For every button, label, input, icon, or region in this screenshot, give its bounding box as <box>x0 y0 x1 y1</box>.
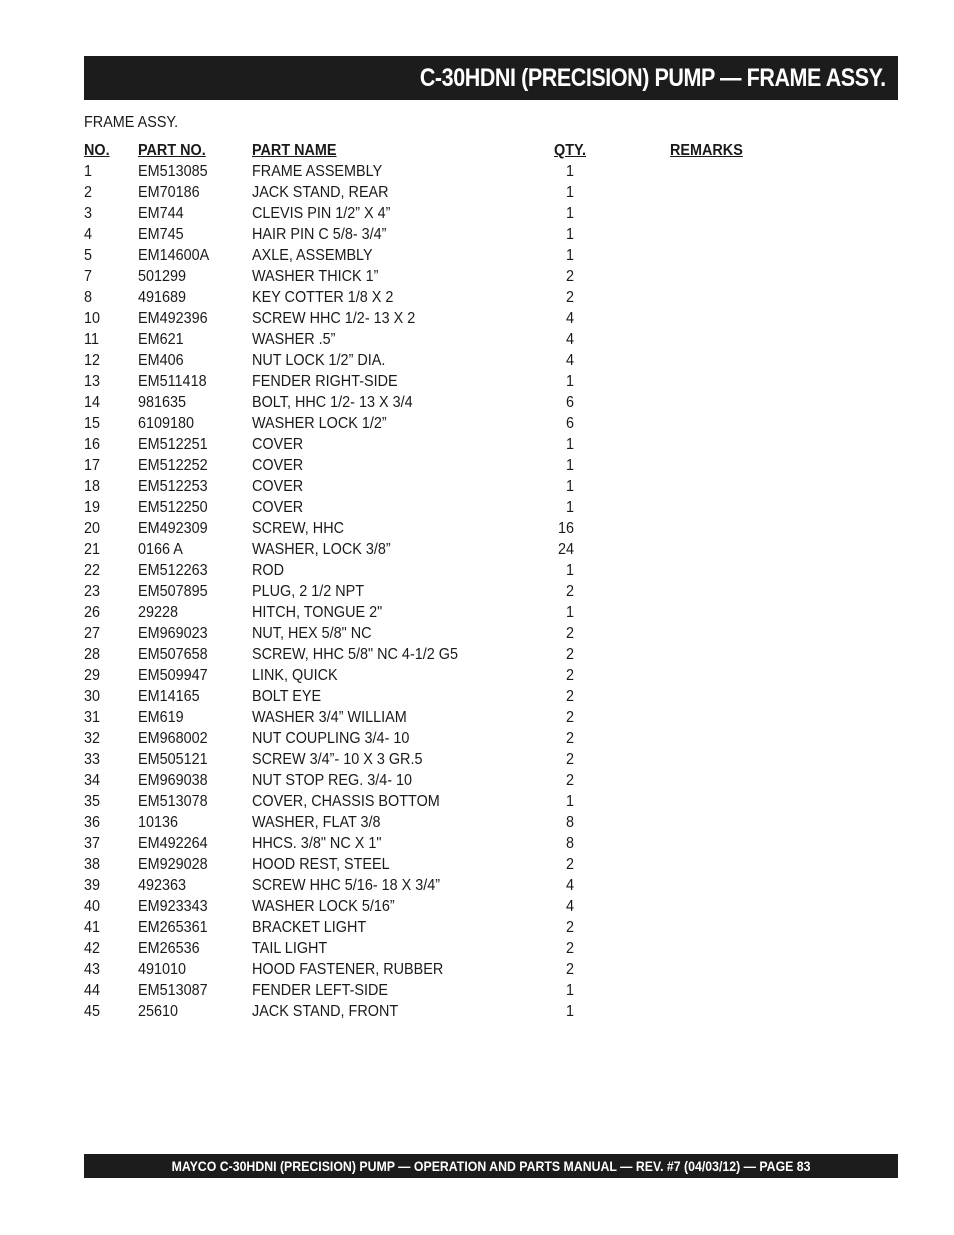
cell-qty: 1 <box>565 205 574 222</box>
cell-part-no: 501299 <box>138 268 187 285</box>
cell-part-no: EM512250 <box>138 499 208 516</box>
cell-no: 41 <box>84 919 101 936</box>
cell-qty: 1 <box>565 604 574 621</box>
column-header-no: NO. <box>84 142 110 159</box>
cell-part-name: WASHER 3/4” WILLIAM <box>252 709 407 726</box>
cell-part-name: SCREW, HHC 5/8" NC 4-1/2 G5 <box>252 646 458 663</box>
cell-qty: 2 <box>565 289 574 306</box>
table-row <box>84 959 784 980</box>
table-row <box>84 812 784 833</box>
column-header-qty: QTY. <box>554 142 587 159</box>
cell-part-name: PLUG, 2 1/2 NPT <box>252 583 365 600</box>
cell-part-no: EM512263 <box>138 562 208 579</box>
cell-part-no: EM929028 <box>138 856 208 873</box>
cell-qty: 2 <box>565 667 574 684</box>
cell-part-name: COVER, CHASSIS BOTTOM <box>252 793 440 810</box>
cell-part-no: EM70186 <box>138 184 200 201</box>
table-row <box>84 413 784 434</box>
cell-no: 13 <box>84 373 101 390</box>
cell-no: 40 <box>84 898 101 915</box>
parts-table <box>84 140 784 1022</box>
cell-part-no: EM505121 <box>138 751 208 768</box>
table-row <box>84 707 784 728</box>
cell-part-name: COVER <box>252 436 304 453</box>
footer-text: MAYCO C-30HDNI (PRECISION) PUMP — OPERATION AND PARTS MANUAL — REV. #7 (04/03/12) — PAGE 83 <box>171 1158 811 1174</box>
cell-no: 2 <box>84 184 93 201</box>
cell-qty: 2 <box>565 751 574 768</box>
cell-no: 14 <box>84 394 101 411</box>
cell-part-name: FENDER RIGHT-SIDE <box>252 373 398 390</box>
page-header <box>84 56 898 100</box>
cell-part-name: LINK, QUICK <box>252 667 338 684</box>
cell-part-name: TAIL LIGHT <box>252 940 328 957</box>
cell-qty: 1 <box>565 436 574 453</box>
cell-no: 10 <box>84 310 101 327</box>
cell-no: 28 <box>84 646 101 663</box>
cell-no: 44 <box>84 982 101 999</box>
table-row <box>84 350 784 371</box>
table-row <box>84 518 784 539</box>
cell-part-no: 491010 <box>138 961 187 978</box>
cell-part-no: EM492264 <box>138 835 208 852</box>
cell-qty: 2 <box>565 583 574 600</box>
table-row <box>84 245 784 266</box>
cell-qty: 4 <box>565 352 574 369</box>
cell-no: 15 <box>84 415 101 432</box>
cell-no: 31 <box>84 709 101 726</box>
cell-no: 22 <box>84 562 101 579</box>
cell-part-no: EM744 <box>138 205 184 222</box>
cell-no: 23 <box>84 583 101 600</box>
cell-no: 5 <box>84 247 93 264</box>
cell-qty: 2 <box>565 730 574 747</box>
cell-no: 35 <box>84 793 101 810</box>
cell-part-no: EM513078 <box>138 793 208 810</box>
cell-no: 7 <box>84 268 93 285</box>
cell-no: 37 <box>84 835 101 852</box>
cell-part-name: WASHER THICK 1” <box>252 268 379 285</box>
table-row <box>84 497 784 518</box>
cell-part-name: AXLE, ASSEMBLY <box>252 247 373 264</box>
table-row <box>84 938 784 959</box>
cell-part-name: WASHER, LOCK 3/8” <box>252 541 391 558</box>
cell-no: 38 <box>84 856 101 873</box>
cell-part-name: SCREW, HHC <box>252 520 345 537</box>
cell-no: 29 <box>84 667 101 684</box>
table-row <box>84 875 784 896</box>
cell-part-no: EM513087 <box>138 982 208 999</box>
cell-no: 19 <box>84 499 101 516</box>
cell-qty: 1 <box>565 184 574 201</box>
table-row <box>84 770 784 791</box>
cell-qty: 2 <box>565 688 574 705</box>
cell-part-name: BOLT, HHC 1/2- 13 X 3/4 <box>252 394 413 411</box>
table-row <box>84 980 784 1001</box>
cell-part-name: HAIR PIN C 5/8- 3/4” <box>252 226 387 243</box>
cell-qty: 1 <box>565 1003 574 1020</box>
cell-part-no: EM923343 <box>138 898 208 915</box>
table-row <box>84 791 784 812</box>
cell-no: 32 <box>84 730 101 747</box>
cell-part-no: 29228 <box>138 604 179 621</box>
cell-part-name: SCREW 3/4”- 10 X 3 GR.5 <box>252 751 423 768</box>
cell-part-name: NUT COUPLING 3/4- 10 <box>252 730 410 747</box>
cell-no: 42 <box>84 940 101 957</box>
table-row <box>84 623 784 644</box>
table-row <box>84 161 784 182</box>
cell-no: 34 <box>84 772 101 789</box>
cell-qty: 8 <box>565 814 574 831</box>
column-header-part-no: PART NO. <box>138 142 206 159</box>
cell-part-name: WASHER .5” <box>252 331 336 348</box>
cell-no: 26 <box>84 604 101 621</box>
cell-part-name: NUT LOCK 1/2” DIA. <box>252 352 386 369</box>
column-header-part-name: PART NAME <box>252 142 337 159</box>
cell-part-name: SCREW HHC 1/2- 13 X 2 <box>252 310 416 327</box>
table-row <box>84 182 784 203</box>
cell-part-name: KEY COTTER 1/8 X 2 <box>252 289 394 306</box>
cell-part-no: EM507658 <box>138 646 208 663</box>
cell-qty: 6 <box>565 394 574 411</box>
cell-no: 20 <box>84 520 101 537</box>
cell-qty: 1 <box>565 562 574 579</box>
cell-qty: 2 <box>565 919 574 936</box>
page-footer <box>84 1154 898 1178</box>
cell-part-name: HOOD REST, STEEL <box>252 856 390 873</box>
cell-part-no: EM969023 <box>138 625 208 642</box>
cell-part-no: 25610 <box>138 1003 179 1020</box>
cell-no: 39 <box>84 877 101 894</box>
column-header-remarks: REMARKS <box>670 142 743 159</box>
cell-no: 11 <box>84 331 99 348</box>
table-row <box>84 917 784 938</box>
cell-qty: 2 <box>565 268 574 285</box>
cell-part-name: COVER <box>252 478 304 495</box>
table-row <box>84 308 784 329</box>
cell-part-no: EM265361 <box>138 919 208 936</box>
table-row <box>84 581 784 602</box>
cell-part-name: NUT STOP REG. 3/4- 10 <box>252 772 413 789</box>
cell-no: 12 <box>84 352 101 369</box>
cell-no: 30 <box>84 688 101 705</box>
cell-part-name: FENDER LEFT-SIDE <box>252 982 389 999</box>
table-row <box>84 602 784 623</box>
cell-no: 21 <box>84 541 101 558</box>
cell-no: 1 <box>84 163 93 180</box>
cell-part-no: EM745 <box>138 226 184 243</box>
cell-part-no: EM14165 <box>138 688 200 705</box>
cell-qty: 2 <box>565 940 574 957</box>
cell-qty: 4 <box>565 310 574 327</box>
cell-part-name: JACK STAND, FRONT <box>252 1003 399 1020</box>
table-row <box>84 686 784 707</box>
table-row <box>84 329 784 350</box>
cell-qty: 1 <box>565 457 574 474</box>
table-row <box>84 854 784 875</box>
table-row <box>84 476 784 497</box>
cell-qty: 4 <box>565 898 574 915</box>
cell-no: 33 <box>84 751 101 768</box>
cell-no: 16 <box>84 436 101 453</box>
table-header-row <box>84 140 784 161</box>
cell-qty: 2 <box>565 856 574 873</box>
cell-part-no: EM969038 <box>138 772 208 789</box>
cell-part-no: EM492396 <box>138 310 208 327</box>
cell-part-name: BRACKET LIGHT <box>252 919 367 936</box>
cell-part-name: SCREW HHC 5/16- 18 X 3/4” <box>252 877 441 894</box>
cell-part-name: CLEVIS PIN 1/2” X 4” <box>252 205 391 222</box>
table-row <box>84 539 784 560</box>
cell-part-name: COVER <box>252 499 304 516</box>
cell-part-name: WASHER LOCK 5/16” <box>252 898 395 915</box>
cell-part-no: 981635 <box>138 394 187 411</box>
cell-qty: 1 <box>565 373 574 390</box>
cell-part-no: EM619 <box>138 709 184 726</box>
cell-part-no: 10136 <box>138 814 179 831</box>
cell-part-no: EM968002 <box>138 730 208 747</box>
table-row <box>84 560 784 581</box>
cell-qty: 24 <box>557 541 574 558</box>
table-row <box>84 644 784 665</box>
cell-part-no: EM509947 <box>138 667 208 684</box>
cell-part-no: 0166 A <box>138 541 183 558</box>
table-row <box>84 203 784 224</box>
table-row <box>84 224 784 245</box>
cell-part-name: HHCS. 3/8" NC X 1" <box>252 835 382 852</box>
cell-part-name: BOLT EYE <box>252 688 322 705</box>
cell-part-no: EM406 <box>138 352 184 369</box>
cell-no: 4 <box>84 226 93 243</box>
cell-part-no: 492363 <box>138 877 187 894</box>
cell-part-no: EM507895 <box>138 583 208 600</box>
cell-no: 45 <box>84 1003 101 1020</box>
cell-part-no: 491689 <box>138 289 187 306</box>
table-row <box>84 1001 784 1022</box>
cell-part-name: WASHER, FLAT 3/8 <box>252 814 381 831</box>
cell-no: 8 <box>84 289 93 306</box>
cell-qty: 2 <box>565 772 574 789</box>
cell-part-name: FRAME ASSEMBLY <box>252 163 383 180</box>
cell-part-no: EM14600A <box>138 247 210 264</box>
cell-part-name: HOOD FASTENER, RUBBER <box>252 961 444 978</box>
cell-no: 43 <box>84 961 101 978</box>
cell-qty: 16 <box>557 520 574 537</box>
cell-no: 3 <box>84 205 93 222</box>
table-row <box>84 728 784 749</box>
cell-part-name: NUT, HEX 5/8" NC <box>252 625 372 642</box>
cell-part-no: EM621 <box>138 331 184 348</box>
table-row <box>84 371 784 392</box>
cell-part-no: EM512251 <box>138 436 208 453</box>
cell-qty: 1 <box>565 163 574 180</box>
cell-qty: 2 <box>565 961 574 978</box>
cell-no: 17 <box>84 457 101 474</box>
table-row <box>84 896 784 917</box>
table-row <box>84 833 784 854</box>
cell-part-no: EM512252 <box>138 457 208 474</box>
cell-part-no: 6109180 <box>138 415 195 432</box>
cell-qty: 8 <box>565 835 574 852</box>
section-label: FRAME ASSY. <box>84 114 179 131</box>
cell-part-name: WASHER LOCK 1/2” <box>252 415 387 432</box>
table-row <box>84 455 784 476</box>
cell-qty: 6 <box>565 415 574 432</box>
table-row <box>84 665 784 686</box>
cell-part-no: EM512253 <box>138 478 208 495</box>
table-row <box>84 287 784 308</box>
cell-part-name: COVER <box>252 457 304 474</box>
cell-qty: 2 <box>565 709 574 726</box>
cell-qty: 4 <box>565 877 574 894</box>
cell-no: 27 <box>84 625 101 642</box>
cell-part-name: HITCH, TONGUE 2" <box>252 604 383 621</box>
cell-qty: 1 <box>565 247 574 264</box>
cell-part-no: EM513085 <box>138 163 208 180</box>
cell-qty: 2 <box>565 625 574 642</box>
cell-part-no: EM26536 <box>138 940 200 957</box>
cell-qty: 1 <box>565 478 574 495</box>
cell-qty: 2 <box>565 646 574 663</box>
cell-qty: 1 <box>565 982 574 999</box>
cell-qty: 1 <box>565 499 574 516</box>
page-title: C-30HDNI (PRECISION) PUMP — FRAME ASSY. <box>420 63 886 92</box>
cell-qty: 1 <box>565 793 574 810</box>
cell-no: 18 <box>84 478 101 495</box>
cell-no: 36 <box>84 814 101 831</box>
table-row <box>84 266 784 287</box>
cell-qty: 4 <box>565 331 574 348</box>
cell-part-name: ROD <box>252 562 285 579</box>
cell-part-no: EM511418 <box>138 373 207 390</box>
table-row <box>84 434 784 455</box>
cell-qty: 1 <box>565 226 574 243</box>
cell-part-name: JACK STAND, REAR <box>252 184 389 201</box>
table-row <box>84 392 784 413</box>
table-row <box>84 749 784 770</box>
cell-part-no: EM492309 <box>138 520 208 537</box>
